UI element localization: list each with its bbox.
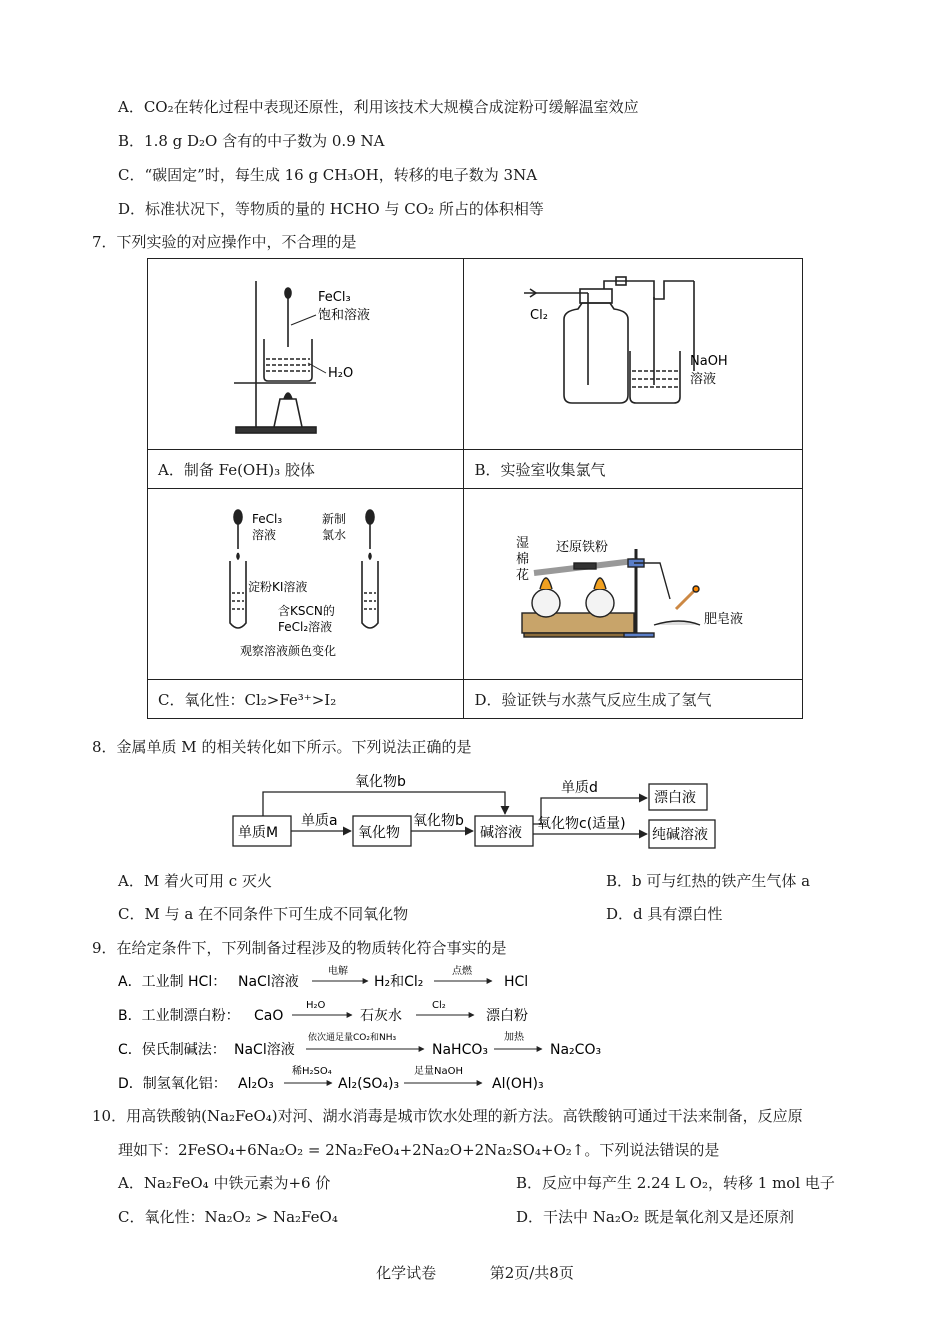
q9-d-c1: 稀H₂SO₄ — [292, 1066, 332, 1077]
q10-stem-line2: 理如下：2FeSO₄+6Na₂O₂ = 2Na₂FeO₄+2Na₂O+2Na₂SO₄+O₂↑。下列说法错误的是 — [118, 1141, 720, 1159]
q9-a-s3: HCl — [504, 974, 529, 990]
q9-a-c1: 电解 — [328, 966, 348, 977]
q9-b-c1: H₂O — [306, 1000, 326, 1011]
q10-option-c: C．氧化性：Na₂O₂ > Na₂FeO₄ — [118, 1208, 338, 1226]
diagram-arrow-a: 单质a — [301, 813, 338, 829]
q9-a-c2: 点燃 — [452, 966, 472, 977]
q6-option-d: D．标准状况下，等物质的量的 HCHO 与 CO₂ 所占的体积相等 — [118, 200, 544, 218]
fig-d-label-flower: 花 — [516, 568, 530, 583]
fig-c-label-kscn: 含KSCN的 — [278, 604, 335, 618]
q7-caption-c: C．氧化性：Cl₂>Fe³⁺>I₂ — [148, 680, 464, 719]
diagram-box-oxide: 氧化物 — [358, 825, 400, 841]
diagram-box-soda: 纯碱溶液 — [652, 827, 708, 843]
q8-conversion-diagram — [225, 770, 735, 856]
q9-a-label: A．工业制 HCl： — [118, 974, 227, 990]
q6-option-a: A．CO₂在转化过程中表现还原性，利用该技术大规模合成淀粉可缓解温室效应 — [118, 98, 639, 116]
q9-c-s3: Na₂CO₃ — [550, 1042, 602, 1058]
q8-option-a: A．M 着火可用 c 灭火 — [118, 872, 272, 890]
diagram-arrow-c: 氧化物c(适量) — [537, 816, 626, 832]
fig-c-label-starch-ki: 淀粉KI溶液 — [248, 580, 308, 594]
q9-stem: 9．在给定条件下，下列制备过程涉及的物质转化符合事实的是 — [92, 939, 507, 957]
q9-b-s2: 石灰水 — [360, 1008, 402, 1024]
diagram-arrow-b: 氧化物b — [413, 813, 464, 829]
fig-a-label-water: H₂O — [328, 366, 354, 381]
fig-a-label-fecl3: FeCl₃ — [318, 290, 351, 305]
fig-d-label-iron-powder: 还原铁粉 — [556, 540, 609, 555]
fig-b-label-solution: 溶液 — [690, 372, 717, 387]
fig-c-label-fecl2: FeCl₂溶液 — [278, 620, 333, 634]
q9-b-label: B．工业制漂白粉： — [118, 1008, 240, 1024]
q9-b-s3: 漂白粉 — [486, 1008, 528, 1024]
diagram-arrow-b-top: 氧化物b — [355, 774, 406, 790]
q9-d-s1: Al₂O₃ — [238, 1076, 274, 1092]
q9-d-label: D．制氢氧化铝： — [118, 1076, 227, 1092]
q10-option-a: A．Na₂FeO₄ 中铁元素为+6 价 — [118, 1174, 331, 1192]
q6-option-b: B．1.8 g D₂O 含有的中子数为 0.9 NA — [118, 132, 385, 150]
q7-figure-b — [464, 259, 803, 450]
q9-c-c1: 依次通足量CO₂和NH₃ — [308, 1033, 397, 1043]
footer-page-number: 第2页/共8页 — [489, 1264, 574, 1282]
q9-a-s2: H₂和Cl₂ — [374, 974, 424, 990]
q9-d-s3: Al(OH)₃ — [492, 1076, 544, 1092]
q9-d-c2: 足量NaOH — [414, 1066, 463, 1077]
q9-c-s1: NaCl溶液 — [234, 1042, 295, 1058]
fecl3-colloid-apparatus-diagram — [148, 259, 462, 445]
q9-d-s2: Al₂(SO₄)₃ — [338, 1076, 400, 1092]
q8-stem: 8．金属单质 M 的相关转化如下所示。下列说法正确的是 — [92, 738, 472, 756]
q10-option-d: D．干法中 Na₂O₂ 既是氧化剂又是还原剂 — [516, 1208, 794, 1226]
q7-stem: 7．下列实验的对应操作中，不合理的是 — [92, 233, 357, 251]
q8-option-c: C．M 与 a 在不同条件下可生成不同氧化物 — [118, 905, 409, 923]
fig-c-label-observe: 观察溶液颜色变化 — [240, 644, 337, 658]
diagram-box-m: 单质M — [238, 825, 279, 841]
q8-option-d: D．d 具有漂白性 — [606, 905, 723, 923]
q7-caption-d: D．验证铁与水蒸气反应生成了氢气 — [464, 680, 803, 719]
q7-figure-a — [148, 259, 464, 450]
q9-conversions — [112, 962, 672, 1098]
q9-c-label: C．侯氏制碱法： — [118, 1042, 226, 1058]
q7-figure-table — [147, 258, 803, 719]
q9-b-s1: CaO — [254, 1008, 284, 1024]
fig-c-label-chlorine-water: 氯水 — [322, 528, 347, 542]
q9-a-s1: NaCl溶液 — [238, 974, 299, 990]
q9-b-c2: Cl₂ — [432, 1000, 446, 1011]
fig-a-label-saturated: 饱和溶液 — [318, 308, 371, 323]
fig-b-label-naoh: NaOH — [690, 354, 729, 369]
q10-option-b: B．反应中每产生 2.24 L O₂，转移 1 mol 电子 — [516, 1174, 835, 1192]
fig-d-label-soap: 肥皂液 — [704, 612, 744, 627]
diagram-box-base: 碱溶液 — [480, 825, 522, 841]
page-footer — [0, 1262, 950, 1283]
fig-d-label-cotton: 棉 — [516, 552, 530, 567]
q9-c-s2: NaHCO₃ — [432, 1042, 488, 1058]
q7-figure-c — [148, 489, 464, 680]
fig-c-label-fecl3: FeCl₃ — [252, 512, 283, 526]
q8-option-b: B．b 可与红热的铁产生气体 a — [606, 872, 811, 890]
diagram-box-bleach: 漂白液 — [654, 790, 696, 806]
fig-d-label-wet: 湿 — [516, 536, 530, 551]
iron-steam-reaction-diagram — [464, 489, 800, 675]
fig-c-label-fresh: 新制 — [322, 512, 347, 526]
q7-caption-a: A．制备 Fe(OH)₃ 胶体 — [148, 450, 464, 489]
q7-caption-b: B．实验室收集氯气 — [464, 450, 803, 489]
q9-c-c2: 加热 — [504, 1032, 524, 1043]
fig-b-label-cl2: Cl₂ — [530, 308, 549, 323]
oxidation-test-tubes-diagram — [148, 489, 462, 675]
q10-stem-line1: 10．用高铁酸钠(Na₂FeO₄)对河、湖水消毒是城市饮水处理的新方法。高铁酸钠可通过干法来制备，反应原 — [92, 1107, 803, 1125]
chlorine-collection-diagram — [464, 259, 800, 445]
footer-subject: 化学试卷 — [376, 1264, 437, 1282]
fig-c-label-fecl3-sol: 溶液 — [252, 528, 277, 542]
q6-option-c: C．“碳固定”时，每生成 16 g CH₃OH，转移的电子数为 3NA — [118, 166, 538, 184]
diagram-arrow-d: 单质d — [561, 780, 598, 796]
q7-figure-d — [464, 489, 803, 680]
